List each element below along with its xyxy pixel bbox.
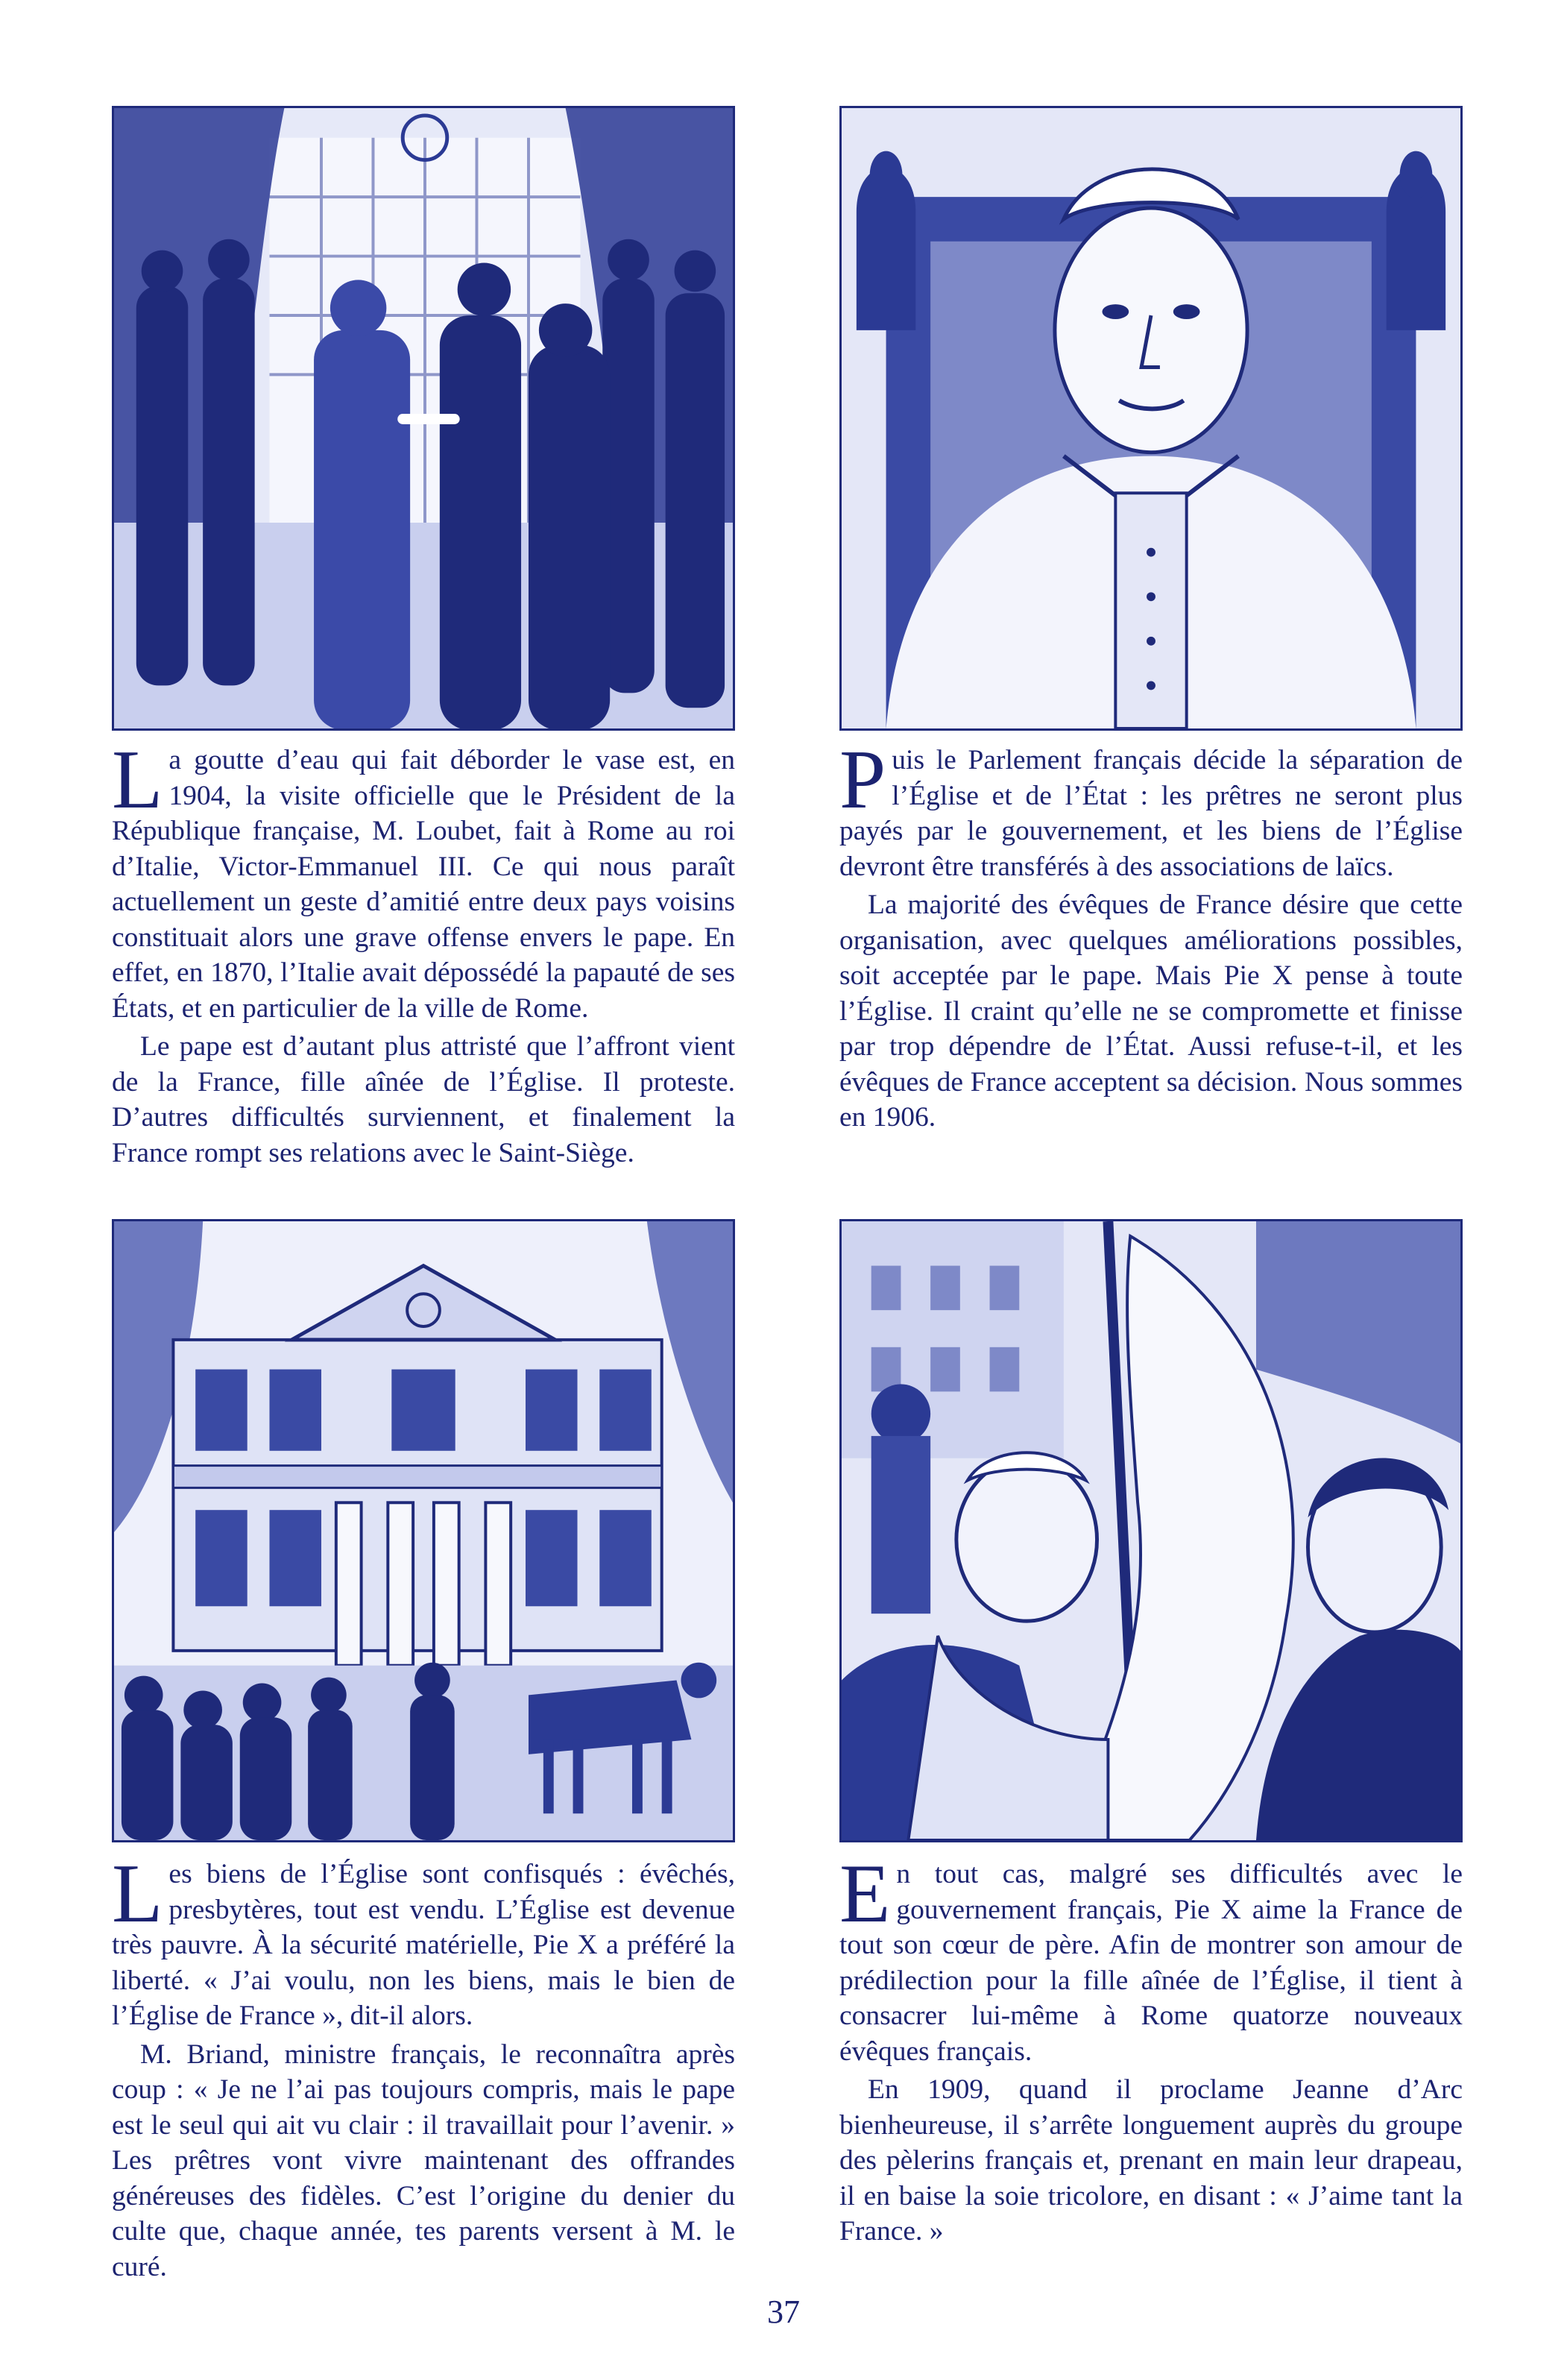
paragraph-text: es biens de l’Église sont confisqués : évêchés, presbytères, tout est vendu. L’Église est devenue très pauvre. À la sécurité matérielle, Pie X a préféré la liberté. « J’ai voulu, non les biens, mais le bien de l’Église de France », dit-il alors. [112,1859,735,2031]
text-section-1 [112,734,735,1171]
illustration-pope-kissing-flag-drawing [842,1221,1460,1840]
drop-cap: L [112,734,163,826]
paragraph: M. Briand, ministre français, le reconnaîtra après coup : « Je ne l’ai pas toujours compris, mais le pape est le seul qui ait vu clair : il travaillait pour l’avenir. » Les prêtres vont vivre maintenant des offrandes généreuses des fidèles. C’est l’origine du denier du culte que, chaque année, tes parents versent à M. le curé. [112,2039,735,2282]
illustration-pope-pius-x-portrait-drawing [842,108,1460,728]
illustration-pope-pius-x-portrait [839,106,1463,731]
text-section-2 [839,734,1463,1136]
drop-cap: L [112,1848,163,1940]
paragraph: La majorité des évêques de France désire que cette organisation, avec quelques améliorations possibles, soit acceptée par le pape. Mais Pie X pense à toute l’Église. Il craint qu’elle ne se compromette et finisse par trop dépendre de l’État. Aussi refuse-t-il, et les évêques de France acceptent sa décision. Nous sommes en 1906. [839,890,1463,1133]
paragraph: En 1909, quand il proclame Jeanne d’Arc bienheureuse, il s’arrête longuement auprès du groupe des pèlerins français et, prenant en main leur drapeau, il en baise la soie tricolore, en disant : « J’aime tant la France. » [839,2074,1463,2247]
drop-cap: P [839,734,886,826]
paragraph [839,1848,1463,2069]
drop-cap: E [839,1848,891,1940]
paragraph: Le pape est d’autant plus attristé que l’affront vient de la France, fille aînée de l’Église. Il proteste. D’autres difficultés surviennent, et finalement la France rompt ses relations avec le Saint-Siège. [112,1031,735,1168]
page-number: 37 [767,2294,800,2330]
paragraph-text: n tout cas, malgré ses difficultés avec le gouvernement français, Pie X aime la France de tout son cœur de père. Afin de montrer son amour de prédilection pour la fille aînée de l’Église, il tient à consacrer lui-même à Rome quatorze nouveaux évêques français. [839,1859,1463,2067]
paragraph-text: uis le Parlement français décide la séparation de l’Église et de l’État : les prêtres ne seront plus payés par le gouvernement, et les biens de l’Église devront être transférés à des associations de laïcs. [839,745,1463,882]
text-section-3 [112,1848,735,2285]
text-section-4 [839,1848,1463,2250]
paragraph-text: a goutte d’eau qui fait déborder le vase est, en 1904, la visite officielle que le Président de la République française, M. Loubet, fait à Rome au roi d’Italie, Victor-Emmanuel III. Ce qui nous paraît actuellement un geste d’amitié entre deux pays voisins constituait alors une grave offense envers le pape. En effet, en 1870, l’Italie avait dépossédé la papauté de ses États, et en particulier de la ville de Rome. [112,745,735,1024]
illustration-church-property-confiscation [112,1219,735,1842]
illustration-loubet-victor-emmanuel-drawing [114,108,733,728]
illustration-church-property-confiscation-drawing [114,1221,733,1840]
illustration-pope-kissing-flag [839,1219,1463,1842]
paragraph [112,734,735,1026]
paragraph [112,1848,735,2034]
paragraph [839,734,1463,884]
illustration-loubet-victor-emmanuel [112,106,735,731]
